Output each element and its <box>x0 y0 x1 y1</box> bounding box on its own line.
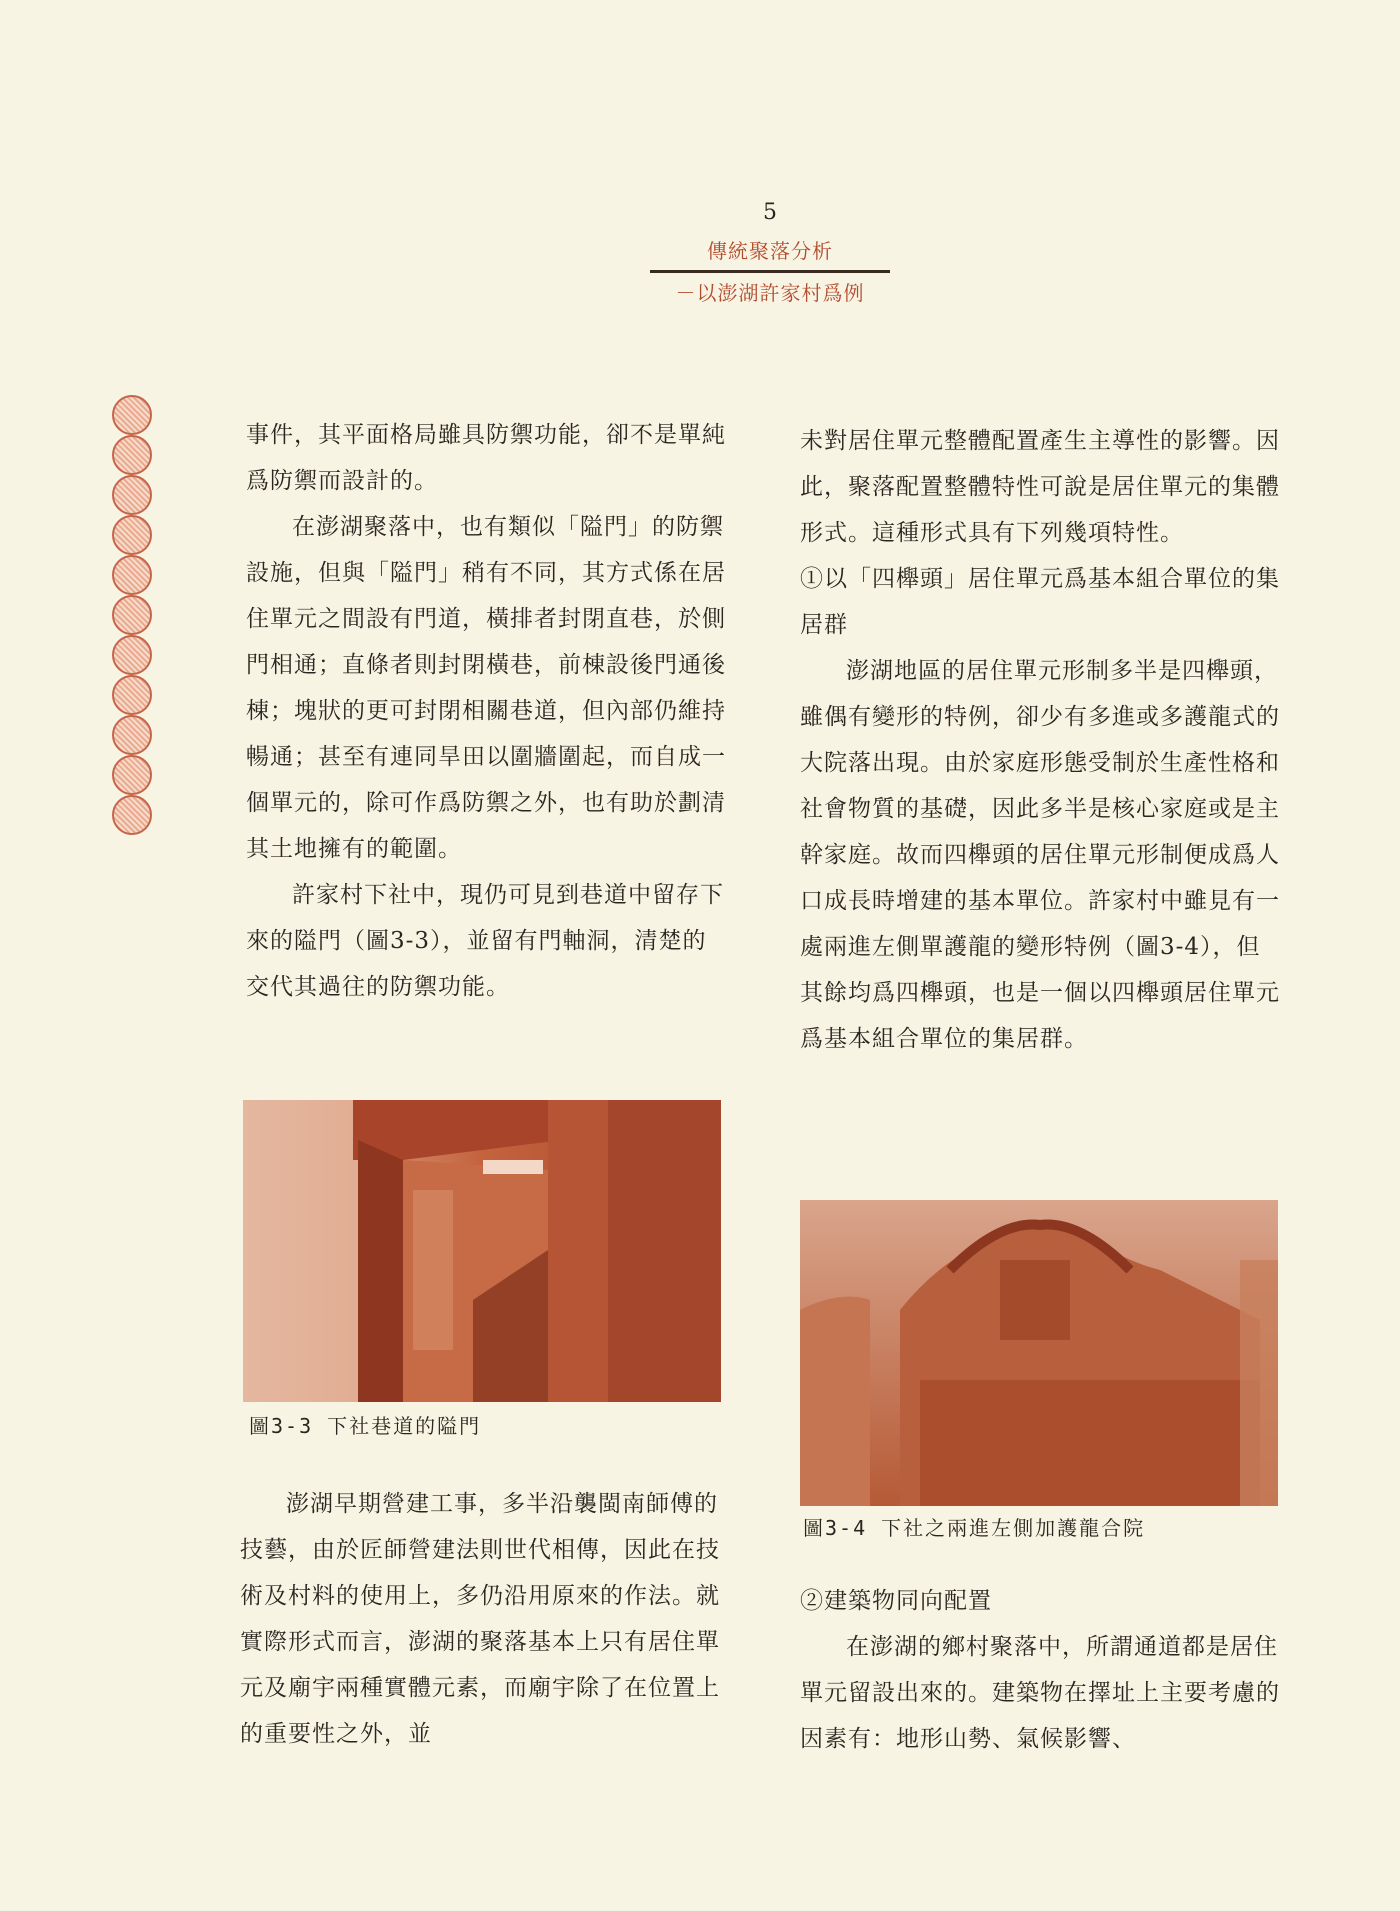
seal-icon <box>112 635 152 675</box>
page-header <box>640 200 900 306</box>
seal-icon <box>112 715 152 755</box>
section-heading: ①以「四櫸頭」居住單元爲基本組合單位的集居群 <box>800 566 1280 638</box>
paragraph: 未對居住單元整體配置產生主導性的影響。因此，聚落配置整體特性可說是居住單元的集體形式。這種形式具有下列幾項特性。 <box>800 428 1280 546</box>
seal-icon <box>112 675 152 715</box>
figure-3-3-caption: 圖3-3 下社巷道的隘門 <box>249 1414 482 1438</box>
seal-strip <box>112 395 160 835</box>
figure-3-3-photo <box>243 1100 721 1402</box>
seal-icon <box>112 755 152 795</box>
seal-icon <box>112 475 152 515</box>
seal-icon <box>112 435 152 475</box>
seal-icon <box>112 595 152 635</box>
paragraph: 許家村下社中，現仍可見到巷道中留存下來的隘門（圖3-3），並留有門軸洞，清楚的交代其過往的防禦功能。 <box>246 882 724 1000</box>
paragraph: 澎湖地區的居住單元形制多半是四櫸頭，雖偶有變形的特例，卻少有多進或多護龍式的大院落出現。由於家庭形態受制於生產性格和社會物質的基礎，因此多半是核心家庭或是主幹家庭。故而四櫸頭的居住單元形制便成爲人口成長時增建的基本單位。許家村中雖見有一處兩進左側單護龍的變形特例（圖3-4），但其餘均爲四櫸頭，也是一個以四櫸頭居住單元爲基本組合單位的集居群。 <box>800 658 1280 1052</box>
paragraph: 事件，其平面格局雖具防禦功能，卻不是單純爲防禦而設計的。 <box>246 422 726 494</box>
left-column-text <box>246 412 726 1010</box>
page-subtitle: －以澎湖許家村爲例 <box>675 281 865 305</box>
page-title: 傳統聚落分析 <box>707 239 833 263</box>
figure-3-4-caption: 圖3-4 下社之兩進左側加護龍合院 <box>803 1516 1146 1540</box>
figure-3-4-photo <box>800 1200 1278 1506</box>
right-column-text <box>800 418 1280 1062</box>
left-column-text-lower <box>240 1481 720 1757</box>
section-heading: ②建築物同向配置 <box>800 1588 992 1614</box>
page-number: 5 <box>763 200 777 225</box>
paragraph: 澎湖早期營建工事，多半沿襲閩南師傅的技藝，由於匠師營建法則世代相傳，因此在技術及村料的使用上，多仍沿用原來的作法。就實際形式而言，澎湖的聚落基本上只有居住單元及廟宇兩種實體元素，而廟宇除了在位置上的重要性之外，並 <box>240 1491 720 1747</box>
seal-icon <box>112 795 152 835</box>
seal-icon <box>112 395 152 435</box>
seal-icon <box>112 555 152 595</box>
header-divider <box>650 270 890 273</box>
paragraph: 在澎湖的鄉村聚落中，所謂通道都是居住單元留設出來的。建築物在擇址上主要考慮的因素有：地形山勢、氣候影響、 <box>800 1634 1280 1752</box>
seal-icon <box>112 515 152 555</box>
right-column-text-lower <box>800 1578 1280 1762</box>
paragraph: 在澎湖聚落中，也有類似「隘門」的防禦設施，但與「隘門」稍有不同，其方式係在居住單元之間設有門道，橫排者封閉直巷，於側門相通；直條者則封閉橫巷，前棟設後門通後棟；塊狀的更可封閉相關巷道，但內部仍維持暢通；甚至有連同旱田以圍牆圍起，而自成一個單元的，除可作爲防禦之外，也有助於劃清其土地擁有的範圍。 <box>246 514 726 862</box>
